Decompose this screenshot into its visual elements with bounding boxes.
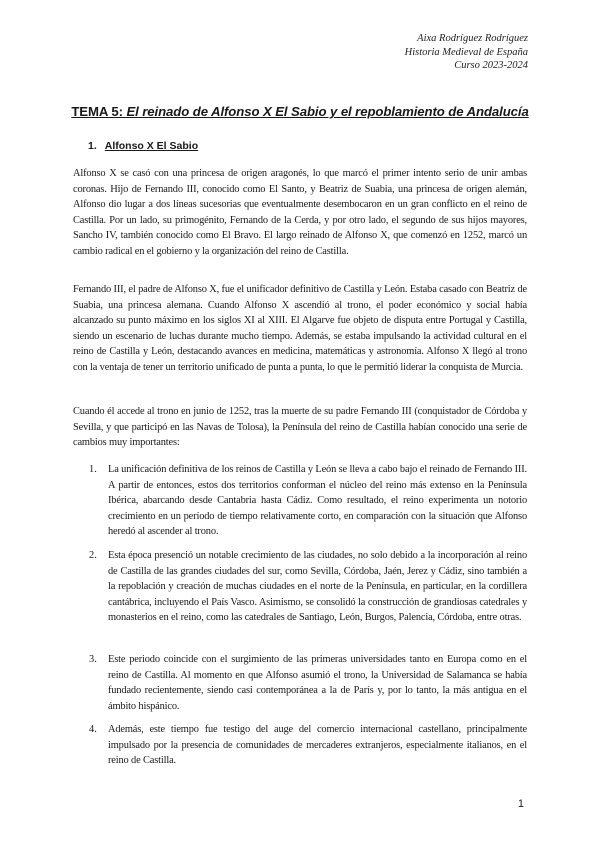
list-item-number: 2. [89, 550, 97, 561]
paragraph: Alfonso X se casó con una princesa de origen aragonés, lo que marcó el primer intento serio de unir ambas coronas. Hijo de Fernando III, conocido como El Santo, y Beatriz de Suabia, una princesa de origen alemán, Alfonso dio lugar a dos líneas sucesorias que eventualmente desembocaron en un gran conflicto en el reino de Castilla. Por un lado, su primogénito, Fernando de la Cerda, y por otro lado, el segundo de sus hijos mayores, Sancho IV, también conocido como El Bravo. El largo reinado de Alfonso X, que comenzó en 1252, marcó un cambio radical en el gobierno y la organización del reino de Castilla. [73, 168, 527, 257]
paragraph: Fernando III, el padre de Alfonso X, fue el unificador definitivo de Castilla y León. Estaba casado con Beatriz de Suabia, una princesa alemana. Cuando Alfonso X ascendió al trono, el poder económico y social había alcanzado su punto máximo en los siglos XI al XIII. El Algarve fue objeto de disputa entre Portugal y Castilla, siendo un escenario de luchas durante mucho tiempo. Además, se estaba impulsando la actividad cultural en el reino de Castilla y León, destacando avances en medicina, matemáticas y astronomía. Alfonso X llegó al trono con la ventaja de tener un territorio unificado de punta a punta, lo que le permitió liderar la conquista de Murcia. [73, 284, 527, 373]
header-author: Aixa Rodríguez Rodríguez [417, 33, 528, 44]
document-title [0, 104, 600, 119]
header-year: Curso 2023-2024 [454, 60, 528, 72]
list-item [73, 652, 527, 714]
list-item-text: Esta época presenció un notable crecimiento de las ciudades, no solo debido a la incorporación al reino de Castilla de las grandes ciudades del sur, como Sevilla, Córdoba, Jaén, Jerez y Cádiz, sino también a la repoblación y creación de muchas ciudades en el norte de la Península, en particular, en la cordillera cantábrica, incluyendo el País Vasco. Asimismo, se consolidó la construcción de grandiosas catedrales y monasterios en el reino, como las catedrales de Santiago, León, Burgos, Palencia, Córdoba, entre otras. [108, 550, 527, 623]
list-item-text: Además, este tiempo fue testigo del auge del comercio internacional castellano, principalmente impulsado por la presencia de comunidades de mercaderes extranjeros, especialmente italianos, en el reino de Castilla. [108, 724, 527, 766]
title-prefix: TEMA 5: [71, 104, 127, 119]
list-item-number: 3. [89, 654, 97, 665]
document-header [405, 32, 528, 73]
section-label: Alfonso X El Sabio [104, 140, 199, 152]
list-item-number: 1. [89, 464, 97, 475]
section-heading [88, 140, 198, 152]
list-item [73, 548, 527, 626]
list-item [73, 722, 527, 769]
list-item-number: 4. [89, 724, 97, 735]
list-item-text: Este periodo coincide con el surgimiento de las primeras universidades tanto en Europa como en el reino de Castilla. Al momento en que Alfonso asumió el trono, la Universidad de Salamanca se había fundado recientemente, siendo casi contemporánea a la de París y, por lo tanto, la más antigua en el ámbito hispánico. [108, 654, 527, 712]
title-text: El reinado de Alfonso X El Sabio y el repoblamiento de Andalucía [126, 104, 529, 119]
header-course: Historia Medieval de España [404, 46, 528, 58]
page-number: 1 [517, 798, 524, 810]
list-item [73, 462, 527, 540]
paragraph: Cuando él accede al trono en junio de 1252, tras la muerte de su padre Fernando III (conquistador de Córdoba y Sevilla, y que participó en las Navas de Tolosa), la Península del reino de Castilla habían conocido una serie de cambios muy importantes: [73, 406, 527, 448]
section-number: 1. [88, 140, 97, 152]
list-item-text: La unificación definitiva de los reinos de Castilla y León se lleva a cabo bajo el reinado de Fernando III. A partir de entonces, estos dos territorios conforman el núcleo del reino más extenso en la Península Ibérica, abarcando desde Cantabria hasta Cádiz. Como resultado, el reino experimenta un notorio crecimiento en un período de tiempo relativamente corto, en comparación con la situación que Alfonso heredó al ascender al trono. [108, 464, 527, 537]
